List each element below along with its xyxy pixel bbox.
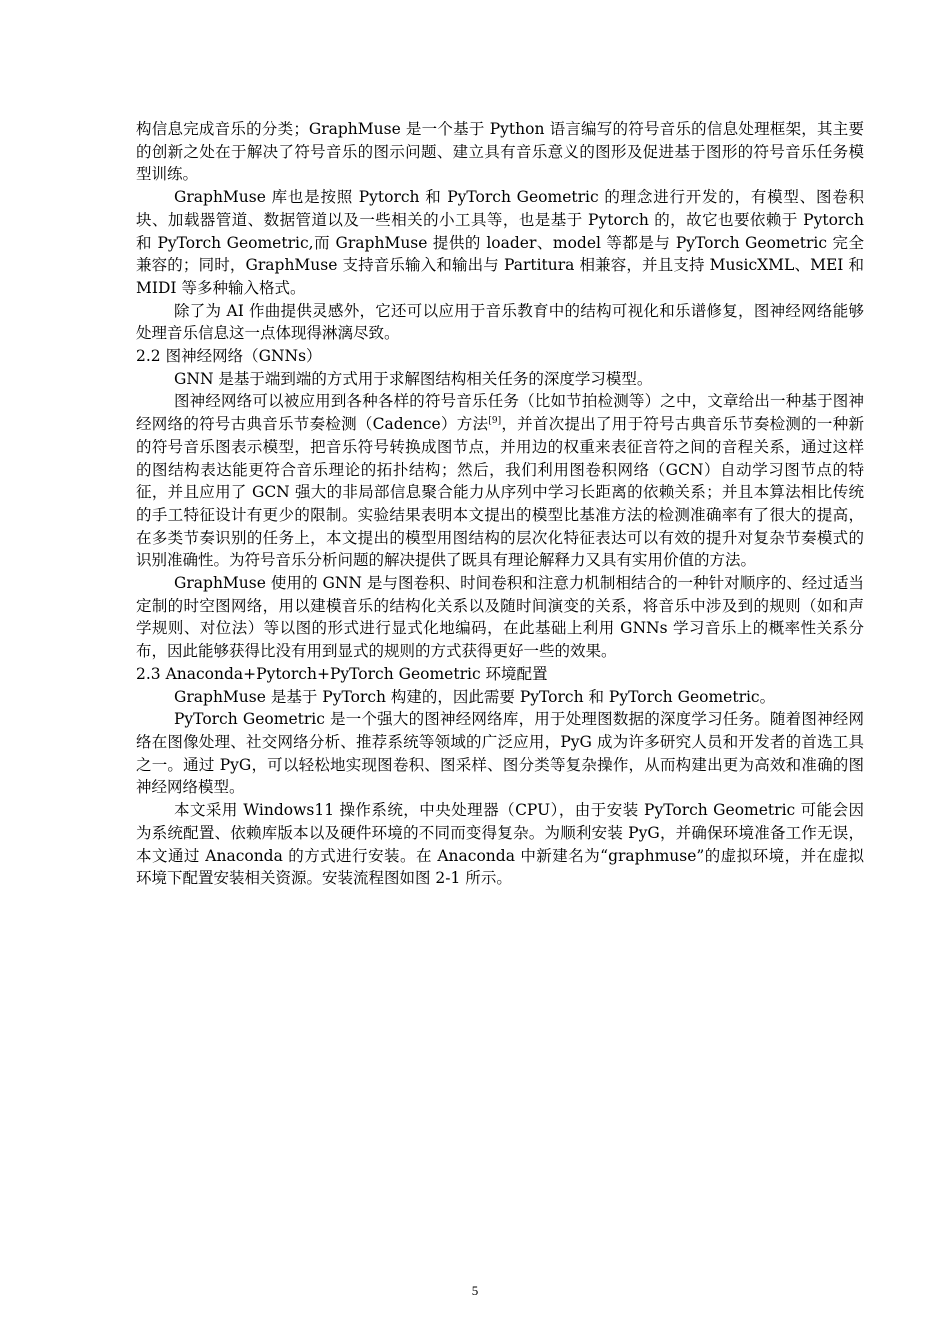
section-heading-2-2: 2.2 图神经网络（GNNs） — [136, 347, 322, 366]
paragraph-pyg-overview: PyTorch Geometric 是一个强大的图神经网络库，用于处理图数据的深度学习任务。随着图神经网络在图像处理、社交网络分析、推荐系统等领域的广泛应用，PyG 成为许多研究人员和开发者的首选工具之一。通过 PyG，可以轻松地实现图卷积、图采样、图分类等复杂操作，从而构建出更为高效和准确的图神经网络模型。 — [136, 710, 864, 797]
paragraph-gnn-definition: GNN 是基于端到端的方式用于求解图结构相关任务的深度学习模型。 — [174, 369, 653, 388]
citation-reference: [9] — [488, 415, 502, 426]
paragraph-cadence-detection — [136, 390, 864, 572]
page-body — [136, 118, 864, 890]
cadence-text-part1: 图神经网络可以被应用到各种各样的符号音乐任务（比如节拍检测等）之中，文章给出一种基于图神经网络的符号古典音乐节奏检测（Cadence）方法 — [136, 392, 864, 434]
page-number: 5 — [471, 1283, 479, 1298]
paragraph-graphmuse-gnn: GraphMuse 使用的 GNN 是与图卷积、时间卷积和注意力机制相结合的一种针对顺序的、经过适当定制的时空图网络，用以建模音乐的结构化关系以及随时间演变的关系，将音乐中涉及到的规则（如和声学规则、对位法）等以图的形式进行显式化地编码，在此基础上利用 GNNs 学习音乐上的概率性关系分布，因此能够获得比没有用到显式的规则的方式获得更好一些的效果。 — [136, 574, 864, 661]
paragraph-pytorch-requirement: GraphMuse 是基于 PyTorch 构建的，因此需要 PyTorch 和 PyTorch Geometric。 — [174, 687, 776, 706]
section-heading-2-3: 2.3 Anaconda+Pytorch+PyTorch Geometric 环境配置 — [136, 664, 548, 683]
paragraph-applications: 除了为 AI 作曲提供灵感外，它还可以应用于音乐教育中的结构可视化和乐谱修复，图神经网络能够处理音乐信息这一点体现得淋漓尽致。 — [136, 301, 864, 343]
paragraph-graphmuse-intro: 构信息完成音乐的分类；GraphMuse 是一个基于 Python 语言编写的符号音乐的信息处理框架，其主要的创新之处在于解决了符号音乐的图示问题、建立具有音乐意义的图形及促进基于图形的符号音乐任务模型训练。 — [136, 120, 864, 184]
paragraph-graphmuse-library: GraphMuse 库也是按照 Pytorch 和 PyTorch Geometric 的理念进行开发的，有模型、图卷积块、加载器管道、数据管道以及一些相关的小工具等，也是基于 Pytorch 的，故它也要依赖于 Pytorch 和 PyTorch Geometric,而 GraphMuse 提供的 loader、model 等都是与 PyTorch Geometric 完全兼容的；同时，GraphMuse 支持音乐输入和输出与 Partitura 相兼容，并且支持 MusicXML、MEI 和 MIDI 等多种输入格式。 — [136, 188, 864, 297]
paragraph-installation: 本文采用 Windows11 操作系统，中央处理器（CPU），由于安装 PyTorch Geometric 可能会因为系统配置、依赖库版本以及硬件环境的不同而变得复杂。为顺利安装 PyG，并确保环境准备工作无误，本文通过 Anaconda 的方式进行安装。在 Anaconda 中新建名为“graphmuse”的虚拟环境，并在虚拟环境下配置安装相关资源。安装流程图如图 2-1 所示。 — [136, 801, 864, 888]
cadence-text-part2: ，并首次提出了用于符号古典音乐节奏检测的一种新的符号音乐图表示模型，把音乐符号转换成图节点，并用边的权重来表征音符之间的音程关系，通过这样的图结构表达能更符合音乐理论的拓扑结构；然后，我们利用图卷积网络（GCN）自动学习图节点的特征，并且应用了 GCN 强大的非局部信息聚合能力从序列中学习长距离的依赖关系；并且本算法相比传统的手工特征设计有更少的限制。实验结果表明本文提出的模型比基准方法的检测准确率有了很大的提高，在多类节奏识别的任务上，本文提出的模型用图结构的层次化特征表达可以有效的提升对复杂节奏模式的识别准确性。为符号音乐分析问题的解决提供了既具有理论解释力又具有实用价值的方法。 — [136, 415, 864, 570]
